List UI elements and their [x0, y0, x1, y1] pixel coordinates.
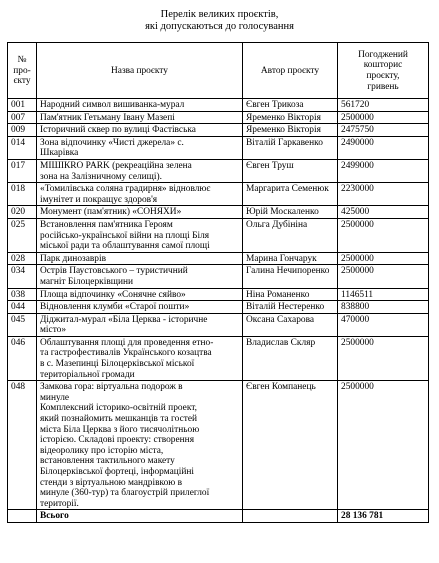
- table-row: [8, 159, 429, 182]
- project-cost: 1146511: [338, 288, 429, 301]
- text-line: магніт Білоцерківщини: [40, 276, 134, 287]
- text-line: Євген Труш: [246, 160, 294, 171]
- text-line: відеоролику про історію міста,: [40, 445, 164, 456]
- text-line: Замкова гора: віртуальна подорож в: [40, 382, 183, 393]
- text-line: стенди з віртуальною мандрівкою в: [40, 477, 183, 488]
- text-line: Острів Паустовського – туристичний: [40, 266, 188, 277]
- project-name: [37, 336, 243, 380]
- text-line: території.: [40, 498, 79, 509]
- text-line: міста Біла Церква з його тисячолітньою: [40, 424, 200, 435]
- project-name: [37, 111, 243, 124]
- project-number: 017: [8, 159, 37, 182]
- text-line: російсько-української війни на площі Біля: [40, 230, 210, 241]
- project-author: [243, 136, 338, 159]
- text-line: Віталій Гаркавенко: [246, 137, 323, 148]
- project-cost: 2500000: [338, 336, 429, 380]
- table-row: [8, 301, 429, 314]
- text-line: Галина Нечипоренко: [246, 266, 330, 277]
- header-number: [8, 43, 37, 99]
- text-line: Маргарита Семенюк: [246, 184, 329, 195]
- text-line: Білоцерківської фортеці, інформаційні: [40, 467, 195, 477]
- text-line: місто»: [40, 325, 67, 336]
- table-row: [8, 206, 429, 219]
- project-author: [243, 111, 338, 124]
- project-name: [37, 265, 243, 288]
- project-name: [37, 288, 243, 301]
- text-line: Оксана Сахарова: [246, 314, 315, 325]
- text-line: №: [17, 55, 27, 66]
- text-line: Марина Гончарук: [246, 253, 317, 264]
- project-name: [37, 218, 243, 252]
- project-cost: 2500000: [338, 218, 429, 252]
- project-name: [37, 206, 243, 219]
- title-line-2: які допускаються до голосування: [145, 21, 294, 32]
- text-line: Владислав Скляр: [246, 337, 316, 348]
- project-cost: 425000: [338, 206, 429, 219]
- project-number: 007: [8, 111, 37, 124]
- project-author: [243, 301, 338, 314]
- text-line: та гастрофестивалів Українського козацтва: [40, 348, 212, 359]
- project-number: 034: [8, 265, 37, 288]
- text-line: Віталій Нестеренко: [246, 302, 325, 313]
- total-cost: 28 136 781: [338, 510, 429, 523]
- text-line: Ольга Дубініна: [246, 219, 308, 230]
- project-author: [243, 159, 338, 182]
- project-name: [37, 301, 243, 314]
- project-author: [243, 206, 338, 219]
- table-row: [8, 183, 429, 206]
- text-line: кошторис: [363, 60, 403, 71]
- project-author: [243, 313, 338, 336]
- document-title: [0, 9, 439, 33]
- project-author: [243, 99, 338, 112]
- table-row: [8, 313, 429, 336]
- total-number-cell: [8, 510, 37, 523]
- text-line: Відновлення клумби «Старої пошти»: [40, 302, 190, 313]
- table-row: [8, 336, 429, 380]
- project-number: 025: [8, 218, 37, 252]
- text-line: Діджитал-мурал «Біла Церква - історичне: [40, 314, 208, 325]
- project-cost: 561720: [338, 99, 429, 112]
- project-cost: 2500000: [338, 111, 429, 124]
- project-cost: 2500000: [338, 252, 429, 265]
- project-author: [243, 288, 338, 301]
- total-author-cell: [243, 510, 338, 523]
- text-line: Погоджений: [358, 49, 408, 60]
- text-line: «Томилівська соляна градирня» відновлює: [40, 184, 211, 195]
- text-line: єкту: [13, 76, 31, 87]
- project-author: [243, 381, 338, 510]
- table-row: [8, 252, 429, 265]
- project-number: 018: [8, 183, 37, 206]
- table-row: [8, 124, 429, 137]
- project-name: [37, 252, 243, 265]
- table-row: [8, 111, 429, 124]
- text-line: імунітет и покращує здоров'я: [40, 194, 158, 205]
- project-name: [37, 136, 243, 159]
- project-cost: 838800: [338, 301, 429, 314]
- project-cost: 2499000: [338, 159, 429, 182]
- table-body: [8, 99, 429, 510]
- project-number: 046: [8, 336, 37, 380]
- project-number: 044: [8, 301, 37, 314]
- text-line: Історичний сквер по вулиці Фастівська: [40, 125, 196, 136]
- text-line: історією. Складові проекту: створення: [40, 435, 195, 446]
- project-author: [243, 252, 338, 265]
- text-line: міської ради та облаштування самої площі: [40, 241, 210, 252]
- text-line: проєкту,: [366, 71, 400, 81]
- text-line: Народний символ вишиванка-мурал: [40, 100, 185, 110]
- projects-table: [7, 42, 429, 523]
- total-row: [8, 510, 429, 523]
- text-line: про-: [13, 65, 31, 76]
- project-author: [243, 336, 338, 380]
- project-number: 028: [8, 252, 37, 265]
- project-cost: 470000: [338, 313, 429, 336]
- text-line: Юрій Москаленко: [246, 207, 319, 218]
- table-row: [8, 265, 429, 288]
- table-row: [8, 99, 429, 112]
- header-name: Назва проєкту: [37, 43, 243, 99]
- text-line: Зона відпочинку «Чисті джерела» с.: [40, 137, 184, 148]
- project-number: 048: [8, 381, 37, 510]
- text-line: Монумент (пам'ятник) «СОНЯХИ»: [40, 207, 182, 218]
- text-line: Яременко Вікторія: [246, 125, 321, 136]
- project-number: 045: [8, 313, 37, 336]
- table-row: [8, 288, 429, 301]
- text-line: Встановлення пам'ятника Героям: [40, 219, 173, 230]
- project-name: [37, 313, 243, 336]
- table-row: [8, 136, 429, 159]
- text-line: МІШІКRO PARK (рекреаційна зелена: [40, 160, 192, 171]
- project-name: [37, 381, 243, 510]
- project-number: 009: [8, 124, 37, 137]
- project-name: [37, 99, 243, 112]
- text-line: Євген Трикоза: [246, 100, 304, 110]
- header-author: Автор проєкту: [243, 43, 338, 99]
- project-author: [243, 124, 338, 137]
- text-line: територіальної громади: [40, 369, 135, 380]
- text-line: Парк динозаврів: [40, 253, 107, 264]
- project-number: 001: [8, 99, 37, 112]
- total-label: Всього: [37, 510, 243, 523]
- text-line: Пам'ятник Гетьману Івану Мазепі: [40, 112, 175, 123]
- project-name: [37, 183, 243, 206]
- table-row: [8, 218, 429, 252]
- project-number: 038: [8, 288, 37, 301]
- project-number: 020: [8, 206, 37, 219]
- project-name: [37, 124, 243, 137]
- project-author: [243, 218, 338, 252]
- project-cost: 2230000: [338, 183, 429, 206]
- text-line: Яременко Вікторія: [246, 112, 321, 123]
- text-line: встановлення тактильного макету: [40, 456, 175, 467]
- text-line: зона на Залізничному селищі).: [40, 171, 162, 182]
- project-author: [243, 183, 338, 206]
- project-author: [243, 265, 338, 288]
- header-cost: [338, 43, 429, 99]
- text-line: в с. Мазепинці Білоцерківської міської: [40, 359, 195, 370]
- text-line: минуле: [40, 392, 70, 403]
- text-line: Ніна Романенко: [246, 289, 310, 300]
- table-row: [8, 381, 429, 510]
- project-cost: 2500000: [338, 265, 429, 288]
- text-line: Площа відпочинку «Сонячне сяйво»: [40, 289, 186, 300]
- project-name: [37, 159, 243, 182]
- project-cost: 2490000: [338, 136, 429, 159]
- text-line: Євген Компанець: [246, 382, 316, 393]
- project-cost: 2500000: [338, 381, 429, 510]
- text-line: Облаштування площі для проведення етно-: [40, 337, 214, 348]
- title-line-1: Перелік великих проєктів,: [160, 9, 279, 20]
- text-line: Шкарівка: [40, 148, 79, 159]
- project-cost: 2475750: [338, 124, 429, 137]
- text-line: гривень: [367, 81, 399, 92]
- table-header-row: [8, 43, 429, 99]
- text-line: Комплексний історико-освітній проект,: [40, 403, 198, 414]
- text-line: минуле (360-тур) та благоустрій прилеглої: [40, 488, 210, 499]
- text-line: який познайомить мешканців та гостей: [40, 414, 198, 425]
- project-number: 014: [8, 136, 37, 159]
